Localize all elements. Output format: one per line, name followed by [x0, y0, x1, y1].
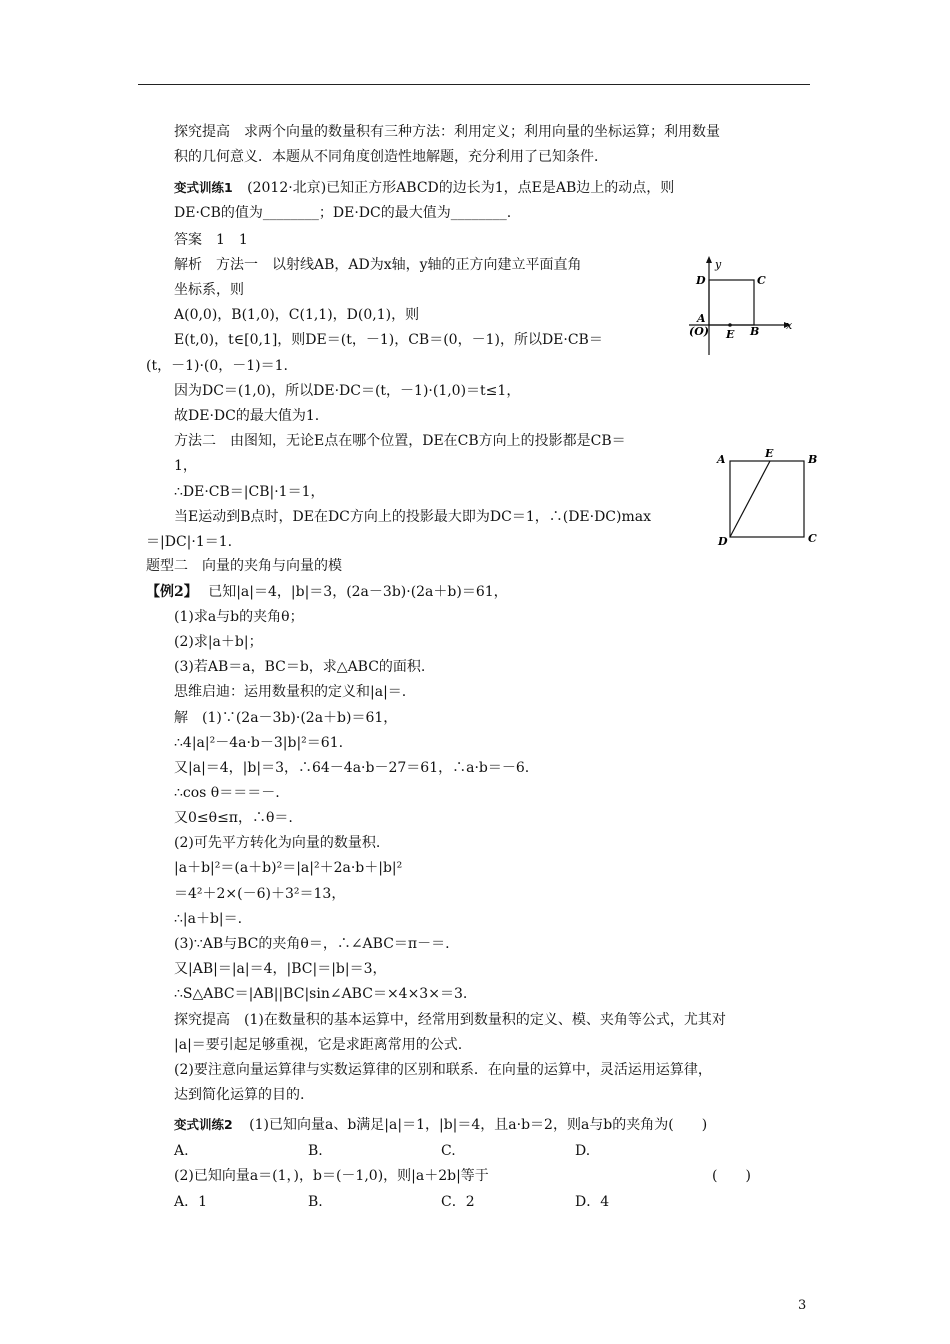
header-rule — [138, 84, 810, 85]
text-line: 当E运动到B点时，DE在DC方向上的投影最大即为DC＝1，∴(DE·DC)max — [174, 509, 652, 525]
variant-label: 变式训练1 — [174, 180, 233, 195]
text-line: (3)∵AB与BC的夹角θ＝，∴∠ABC＝π－＝. — [174, 936, 450, 952]
example-2 — [146, 582, 508, 602]
point-a-label: A — [717, 453, 726, 466]
variant-label: 变式训练2 — [174, 1117, 233, 1132]
text-line: A(0,0)，B(1,0)，C(1,1)，D(0,1)，则 — [174, 307, 420, 323]
point-e-label: E — [765, 447, 774, 460]
text-line: ∴cos θ＝＝＝－. — [174, 785, 280, 801]
point-b-label: B — [808, 453, 818, 466]
text-line: 探究提高 求两个向量的数量积有三种方法：利用定义；利用向量的坐标运算；利用数量 — [174, 124, 720, 140]
point-e-label: E — [726, 328, 735, 341]
text-line: ∴|a＋b|＝. — [174, 911, 243, 927]
text-line: 积的几何意义．本题从不同角度创造性地解题，充分利用了已知条件． — [174, 149, 608, 165]
text-line: ＝|DC|·1＝1. — [146, 534, 233, 550]
text-line: ∴S△ABC＝|AB||BC|sin∠ABC＝×4×3×＝3. — [174, 986, 468, 1002]
text-line: (2)已知向量a＝(1，)，b＝(－1,0)，则|a＋2b|等于 — [174, 1168, 489, 1184]
text-line: ∴4|a|²－4a·b－3|b|²＝61. — [174, 735, 344, 751]
text-line: 解析 方法一 以射线AB，AD为x轴，y轴的正方向建立平面直角 — [174, 257, 582, 273]
text-line: 又|AB|＝|a|＝4，|BC|＝|b|＝3， — [174, 961, 387, 977]
text-line: |a|＝要引起足够重视，它是求距离常用的公式. — [174, 1037, 463, 1053]
text-line: 思维启迪：运用数量积的定义和|a|＝. — [174, 684, 407, 700]
example-label: 【例2】 — [146, 584, 198, 600]
point-d-label: D — [718, 535, 728, 548]
text-line: (2)求|a＋b|； — [174, 634, 263, 650]
answer-bracket: ( ) — [712, 1168, 751, 1184]
coordinate-square-figure — [683, 255, 798, 365]
text-line: (3)若AB＝a，BC＝b，求△ABC的面积. — [174, 659, 426, 675]
text-line: (t，－1)·(0，－1)＝1. — [146, 358, 289, 374]
text-line: (1)求a与b的夹角θ； — [174, 609, 304, 625]
choice-d: D. — [575, 1143, 591, 1159]
text-line: DE·CB的值为________；DE·DC的最大值为________. — [174, 205, 512, 221]
square-abcd-figure — [713, 446, 825, 548]
text-line: 因为DC＝(1,0)，所以DE·DC＝(t，－1)·(1,0)＝t≤1， — [174, 383, 521, 399]
text-line: 解 (1)∵(2a－3b)·(2a＋b)＝61， — [174, 710, 398, 726]
choice-c: C．2 — [441, 1194, 475, 1210]
answer-line: 答案 1 1 — [174, 232, 248, 248]
point-b-label: B — [750, 325, 760, 338]
page-number: 3 — [798, 1298, 807, 1313]
variant-training-2 — [174, 1115, 707, 1135]
text-line: 1， — [174, 458, 197, 474]
text-line: 探究提高 (1)在数量积的基本运算中，经常用到数量积的定义、模、夹角等公式，尤其对 — [174, 1012, 726, 1028]
text-line: 又|a|＝4，|b|＝3，∴64－4a·b－27＝61，∴a·b＝－6. — [174, 760, 530, 776]
text-line: ∴DE·CB＝|CB|·1＝1， — [174, 484, 325, 500]
choice-b: B. — [308, 1143, 323, 1159]
choice-a: A．1 — [174, 1194, 208, 1210]
section-heading: 题型二 向量的夹角与向量的模 — [146, 558, 342, 574]
text-line: (2)可先平方转化为向量的数量积. — [174, 835, 381, 851]
text-line: 坐标系，则 — [174, 282, 244, 298]
axis-y-label: y — [715, 258, 722, 271]
text-line: 达到简化运算的目的. — [174, 1087, 305, 1103]
text-line: ＝4²＋2×(－6)＋3²＝13， — [174, 886, 346, 902]
text-line: E(t,0)，t∈[0,1]，则DE＝(t，－1)，CB＝(0，－1)，所以DE·CB＝ — [174, 332, 603, 348]
text-line: 又0≤θ≤π，∴θ＝. — [174, 810, 293, 826]
point-c-label: C — [757, 274, 766, 287]
text-line: (2)要注意向量运算律与实数运算律的区别和联系．在向量的运算中，灵活运用运算律， — [174, 1062, 712, 1078]
text-line: (1)已知向量a、b满足|a|＝1，|b|＝4，且a·b＝2，则a与b的夹角为( ) — [249, 1117, 708, 1133]
text-line: (2012·北京)已知正方形ABCD的边长为1，点E是AB边上的动点，则 — [247, 180, 675, 196]
variant-training-1 — [174, 178, 674, 198]
axis-x-label: x — [786, 319, 793, 332]
choice-c: C. — [441, 1143, 456, 1159]
point-d-label: D — [696, 274, 706, 287]
point-c-label: C — [808, 532, 817, 545]
text-line: 故DE·DC的最大值为1. — [174, 408, 320, 424]
text-line: |a＋b|²＝(a＋b)²＝|a|²＋2a·b＋|b|² — [174, 860, 403, 876]
origin-label: (O) — [689, 325, 709, 338]
choice-d: D．4 — [575, 1194, 610, 1210]
choice-b: B. — [308, 1194, 323, 1210]
text-line: 方法二 由图知，无论E点在哪个位置，DE在CB方向上的投影都是CB＝ — [174, 433, 626, 449]
text-line: 已知|a|＝4，|b|＝3，(2a－3b)·(2a＋b)＝61， — [208, 584, 508, 600]
point-a-label: A — [697, 312, 706, 325]
choice-a: A. — [174, 1143, 189, 1159]
